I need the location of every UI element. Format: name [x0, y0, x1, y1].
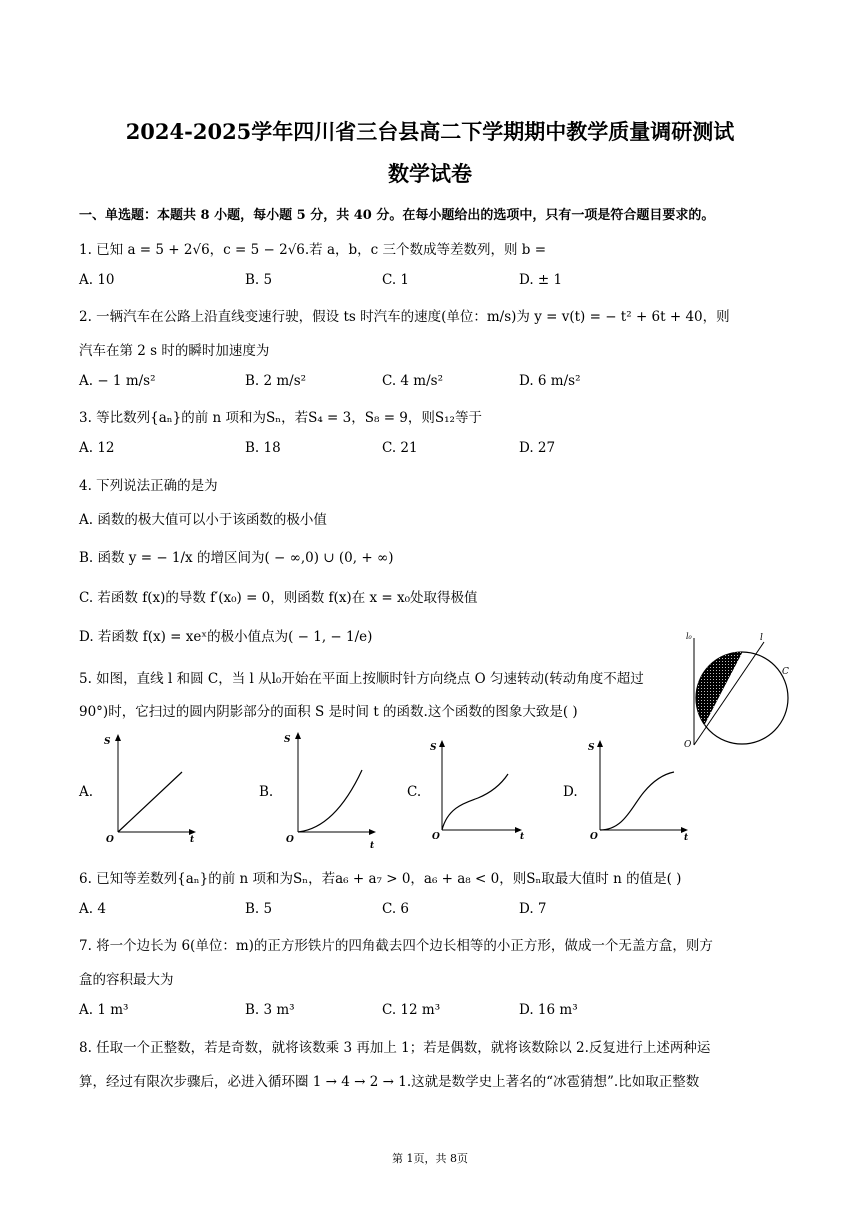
page-footer: 第 1页，共 8页: [392, 1152, 468, 1165]
q1-option-c: C. 1: [382, 272, 410, 288]
q4-option-c: C. 若函数 f(x)的导数 f′(x₀) = 0，则函数 f(x)在 x = x₀处取得极值: [79, 590, 478, 606]
q7-option-c: C. 12 m³: [382, 1002, 441, 1018]
q3-option-a: A. 12: [79, 440, 115, 456]
q3-option-b: B. 18: [245, 440, 281, 456]
svg-text:O: O: [286, 835, 294, 845]
graph-b-curve: [298, 770, 362, 832]
graph-b: [280, 728, 380, 852]
q2-stem-line2: 汽车在第 2 s 时的瞬时加速度为: [79, 343, 270, 359]
q2-option-d: D. 6 m/s²: [519, 373, 581, 389]
q7-option-a: A. 1 m³: [79, 1002, 129, 1018]
page-title: 2024-2025学年四川省三台县高二下学期期中教学质量调研测试: [125, 119, 735, 144]
q5-stem-line2: 90°)时，它扫过的圆内阴影部分的面积 S 是时间 t 的函数.这个函数的图象大致是( ): [79, 704, 578, 720]
q5-option-d-label: D.: [563, 784, 578, 800]
q6-option-c: C. 6: [382, 901, 410, 917]
q7-stem-line2: 盒的容积最大为: [79, 972, 174, 988]
svg-text:O: O: [590, 832, 598, 842]
circle-figure: [676, 630, 796, 750]
label-o: O: [684, 740, 692, 750]
q4-option-b: B. 函数 y = − 1/x 的增区间为( − ∞,0) ∪ (0, + ∞): [79, 550, 394, 566]
label-l: l: [760, 633, 763, 643]
svg-text:S: S: [284, 735, 291, 745]
q5-stem-line1: 5. 如图，直线 l 和圆 C，当 l 从l₀开始在平面上按顺时针方向绕点 O 匀速转动(转动角度不超过: [79, 671, 644, 687]
svg-text:t: t: [370, 841, 375, 851]
q4-option-d: D. 若函数 f(x) = xeˣ的极小值点为( − 1, − 1/e): [79, 629, 373, 645]
svg-text:S: S: [430, 743, 437, 753]
svg-text:t: t: [684, 833, 689, 843]
svg-text:S: S: [104, 737, 111, 747]
q3-option-c: C. 21: [382, 440, 418, 456]
q2-option-a: A. − 1 m/s²: [79, 373, 156, 389]
label-c: C: [782, 667, 789, 677]
q8-stem-line1: 8. 任取一个正整数，若是奇数，就将该数乘 3 再加上 1；若是偶数，就将该数除以 2.反复进行上述两种运: [79, 1040, 711, 1056]
q4-stem: 4. 下列说法正确的是为: [79, 478, 218, 494]
q4-option-a: A. 函数的极大值可以小于该函数的极小值: [79, 512, 327, 528]
svg-text:O: O: [432, 832, 440, 842]
q5-option-b-label: B.: [259, 784, 274, 800]
graph-d-curve: [600, 772, 674, 830]
q7-option-d: D. 16 m³: [519, 1002, 578, 1018]
graph-d: [584, 736, 694, 846]
q1-option-a: A. 10: [79, 272, 115, 288]
graph-c-curve: [442, 774, 508, 830]
label-l0: l₀: [686, 632, 692, 641]
q6-option-a: A. 4: [79, 901, 106, 917]
q8-stem-line2: 算，经过有限次步骤后，必进入循环圈 1 → 4 → 2 → 1.这就是数学史上著名的“冰雹猜想”.比如取正整数: [79, 1074, 700, 1090]
section-heading: 一、单选题：本题共 8 小题，每小题 5 分，共 40 分。在每小题给出的选项中，只有一项是符合题目要求的。: [79, 208, 715, 223]
q7-option-b: B. 3 m³: [245, 1002, 295, 1018]
q1-stem: 1. 已知 a = 5 + 2√6，c = 5 − 2√6.若 a，b，c 三个数成等差数列，则 b =: [79, 242, 547, 258]
q3-stem: 3. 等比数列{aₙ}的前 n 项和为Sₙ，若S₄ = 3，S₈ = 9，则S₁₂等于: [79, 410, 482, 426]
graph-a: [100, 730, 200, 850]
q2-option-c: C. 4 m/s²: [382, 373, 444, 389]
graph-a-curve: [118, 772, 182, 832]
svg-text:t: t: [520, 832, 525, 842]
q7-stem-line1: 7. 将一个边长为 6(单位：m)的正方形铁片的四角截去四个边长相等的小正方形，做成一个无盖方盒，则方: [79, 938, 713, 954]
svg-text:t: t: [190, 835, 195, 845]
q5-option-c-label: C.: [407, 784, 422, 800]
q2-stem-line1: 2. 一辆汽车在公路上沿直线变速行驶，假设 ts 时汽车的速度(单位：m/s)为 y = v(t) = − t² + 6t + 40，则: [79, 309, 730, 325]
svg-text:O: O: [106, 835, 114, 845]
q6-option-b: B. 5: [245, 901, 273, 917]
svg-text:S: S: [588, 743, 595, 753]
page-subtitle: 数学试卷: [388, 161, 472, 186]
q2-option-b: B. 2 m/s²: [245, 373, 307, 389]
q6-stem: 6. 已知等差数列{aₙ}的前 n 项和为Sₙ，若a₆ + a₇ > 0，a₆ + a₈ < 0，则Sₙ取最大值时 n 的值是( ): [79, 871, 682, 887]
q1-option-b: B. 5: [245, 272, 273, 288]
q6-option-d: D. 7: [519, 901, 547, 917]
q5-option-a-label: A.: [79, 784, 94, 800]
q3-option-d: D. 27: [519, 440, 556, 456]
q1-option-d: D. ± 1: [519, 272, 563, 288]
graph-c: [428, 736, 528, 846]
